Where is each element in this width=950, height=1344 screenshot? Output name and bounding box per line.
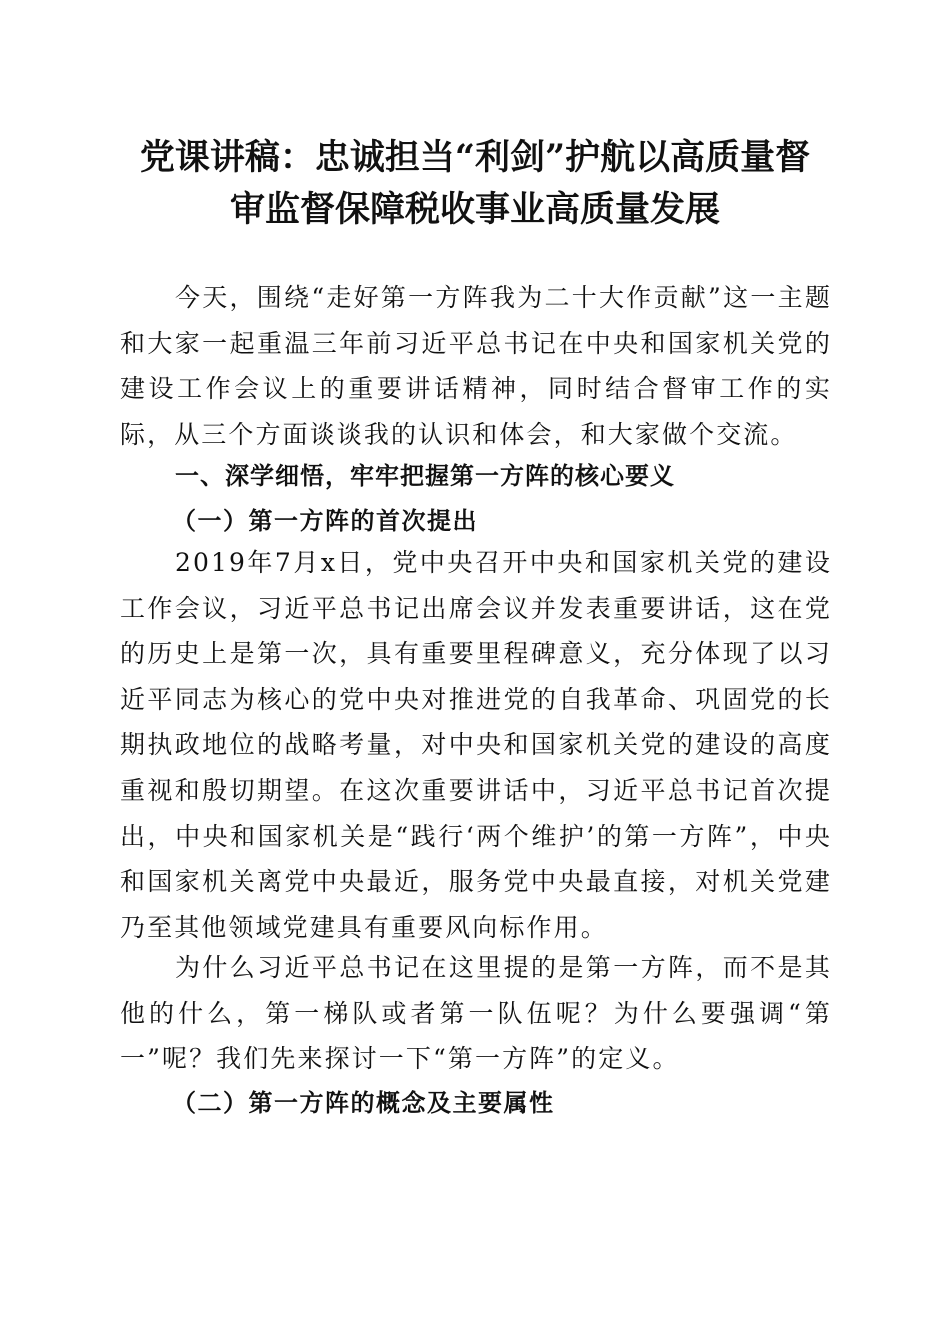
document-title-line-1: 党课讲稿：忠诚担当“利剑”护航以高质量督: [139, 137, 811, 178]
subheading-2: （二）第一方阵的概念及主要属性: [172, 1088, 555, 1117]
subheading-1: （一）第一方阵的首次提出: [172, 506, 478, 535]
intro-paragraph: 今天，围绕“走好第一方阵我为二十大作贡献”这一主题和大家一起重温三年前习近平总书记在中央和国家机关党的建设工作会议上的重要讲话精神，同时结合督审工作的实际，从三个方面谈谈我的认识和体会，和大家做个交流。: [120, 283, 832, 449]
body-paragraph-2: 为什么习近平总书记在这里提的是第一方阵，而不是其他的什么，第一梯队或者第一队伍呢？为什么要强调“第一”呢？我们先来探讨一下“第一方阵”的定义。: [120, 953, 832, 1074]
body-paragraph-1: 2019年7月x日，党中央召开中央和国家机关党的建设工作会议，习近平总书记出席会议并发表重要讲话，这在党的历史上是第一次，具有重要里程碑意义，充分体现了以习近平同志为核心的党中央对推进党的自我革命、巩固党的长期执政地位的战略考量，对中央和国家机关党的建设的高度重视和殷切期望。在这次重要讲话中，习近平总书记首次提出，中央和国家机关是“践行‘两个维护’的第一方阵”，中央和国家机关离党中央最近，服务党中央最直接，对机关党建乃至其他领域党建具有重要风向标作用。: [120, 548, 832, 942]
section-heading-1: 一、深学细悟，牢牢把握第一方阵的核心要义: [175, 462, 675, 490]
document-title-line-2: 审监督保障税收事业高质量发展: [229, 189, 720, 230]
